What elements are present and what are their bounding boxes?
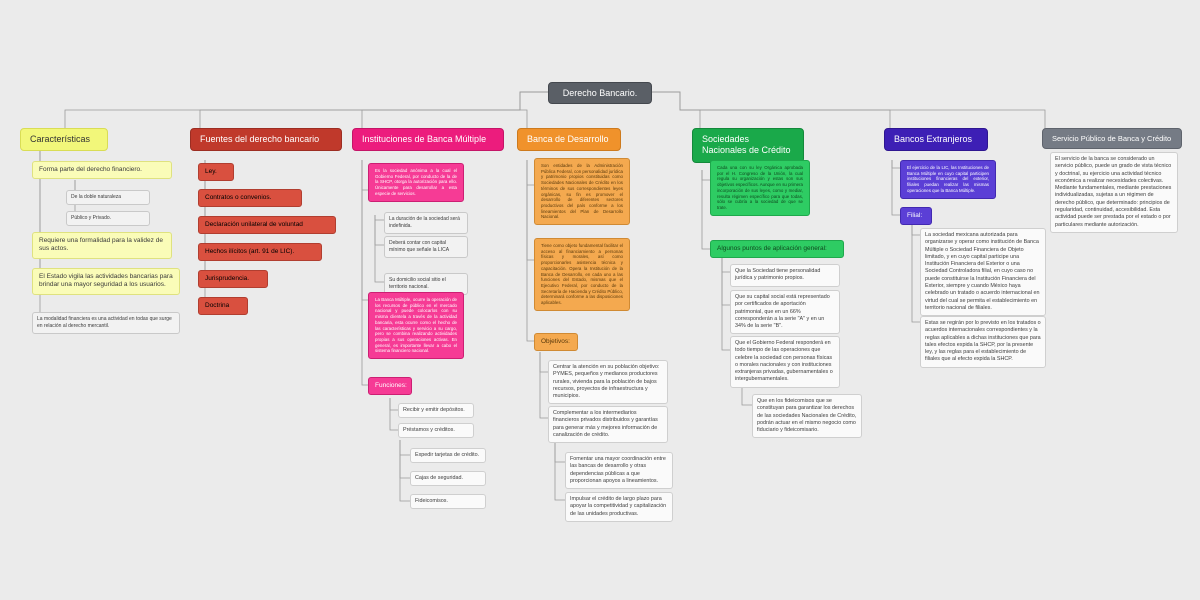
caracteristicas-item-0-text: Forma parte del derecho financiero.: [39, 166, 142, 173]
banca-desarrollo-objetivos[interactable]: [534, 333, 578, 351]
funcion-0[interactable]: [398, 403, 474, 418]
bancos-extranjeros-filial[interactable]: [900, 207, 932, 225]
sociedades-point-0[interactable]: [730, 264, 840, 287]
fuentes-item-3[interactable]: [198, 243, 322, 261]
caracteristicas-sub-1[interactable]: [66, 211, 150, 226]
caracteristicas-item-0[interactable]: [32, 161, 172, 179]
sociedades-point-3[interactable]: [752, 394, 862, 438]
funcion-3[interactable]: [410, 471, 486, 486]
banca-multiple-funciones-label: Funciones:: [375, 382, 407, 389]
branch-banca-desarrollo-label: Banca de Desarrollo: [527, 134, 609, 144]
bancos-extranjeros-filial-label: Filial:: [907, 212, 923, 219]
sociedades-point-2-text: Que el Gobierno Federal responderá en todo tiempo de las operaciones que celebre la sociedad con personas físicas o morales nacionales y con instituciones extranjeras privadas, gubernamentales o intergubernamentales.: [735, 340, 833, 383]
banca-multiple-block-1[interactable]: [368, 163, 464, 202]
branch-servicio-publico[interactable]: [1042, 128, 1182, 149]
branch-sociedades-label: Sociedades Nacionales de Crédito: [702, 134, 791, 156]
branch-fuentes[interactable]: [190, 128, 342, 151]
servicio-publico-text[interactable]: [1050, 152, 1178, 233]
objetivo-1[interactable]: [548, 406, 668, 443]
caracteristicas-item-2[interactable]: [32, 268, 180, 295]
bancos-extranjeros-filial-desc: La sociedad mexicana autorizada para organizarse y operar como institución de Banca Múltiple o Sociedad Financiera de Objeto limitado, y en cuyo capital participe una Institución Financiera del Exterior o una Sociedad Controladora filial, en cuyo caso no puede constituirse la Institución Financiera del Exterior, siempre y cuando México haya celebrado un tratado o acuerdo internacional en virtud del cual se permita el establecimiento en territorio nacional de filiales.: [925, 232, 1040, 311]
funcion-4-text: Fideicomisos.: [415, 498, 448, 504]
banca-desarrollo-block-2[interactable]: [534, 238, 630, 311]
caracteristicas-item-1[interactable]: [32, 232, 172, 259]
banca-multiple-leaf-0[interactable]: [384, 212, 468, 234]
servicio-publico-desc: El servicio de la banca se considerado un servicio público, puede un grado de vista técnico y doctrinal, su ejercicio una actividad técnico económica a realizar necesidades colectivas. Mediante fundamentales, mediante prestaciones individualizadas, sujetas a un régimen de derecho público, que determinado: principios de regularidad, continuidad, accesibilidad. Esta actividad puede ser prestada por el estado o por particulares mediante autorización.: [1055, 156, 1172, 228]
fuentes-item-3-text: Hechos ilícitos (art. 91 de LIC).: [205, 248, 295, 255]
caracteristicas-item-2-text: El Estado vigila las actividades bancarias para brindar una mayor seguridad a los usuarios.: [39, 273, 173, 289]
root-node[interactable]: [548, 82, 652, 104]
objetivo-3-text: Impulsar el crédito de largo plazo para apoyar la competitividad y capitalización de las unidades productivas.: [570, 496, 667, 517]
branch-servicio-publico-label: Servicio Público de Banca y Crédito: [1052, 134, 1172, 143]
banca-multiple-block-1-text: Es la sociedad anónima a la cual el Gobierno Federal, por conducto de la de la SHCP, otorga la autorización para ello. Únicamente para desarrollar a esta especie de servicios.: [375, 168, 457, 196]
funcion-1-text: Préstamos y créditos.: [403, 427, 455, 433]
sociedades-block-1[interactable]: [710, 160, 810, 216]
banca-multiple-funciones[interactable]: [368, 377, 412, 395]
fuentes-item-1-text: Contratos o convenios.: [205, 194, 272, 201]
sociedades-point-0-text: Que la Sociedad tiene personalidad jurídica y patrimonio propios.: [735, 268, 821, 282]
fuentes-item-2-text: Declaración unilateral de voluntad: [205, 221, 303, 228]
banca-multiple-leaf-1[interactable]: [384, 236, 468, 258]
banca-multiple-block-2[interactable]: [368, 292, 464, 359]
banca-desarrollo-block-2-text: Tiene como objeto fundamental facilitar el acceso al financiamiento a personas físicas y morales, así como proporcionarles asistencia técnica y capacitación. Opera la Institución de la Banca de Desarrollo, en cada uno a las funciones del Estado, mismas que el Ejecutivo Federal, por conducto de la Secretaría de Hacienda y Crédito Público, determinará conforme a las disposiciones aplicables.: [541, 243, 623, 306]
caracteristicas-sub-1-text: Público y Privado.: [71, 215, 112, 221]
objetivo-2-text: Fomentar una mayor coordinación entre las bancas de desarrollo y otras dependencias públicas a que proporcionan apoyos a lineamientos.: [570, 456, 666, 484]
caracteristicas-note-text: La modalidad financiera es una actividad en todas que surge en relación al derecho mercantil.: [37, 316, 172, 329]
banca-multiple-leaf-0-text: La duración de la sociedad será indefinida.: [389, 216, 460, 229]
fuentes-item-1[interactable]: [198, 189, 302, 207]
objetivo-0-text: Centrar la atención en su población objetivo: PYMES, pequeños y medianos productores rurales, vivienda para la población de bajos recursos, proyectos de infraestructura y municipios.: [553, 364, 660, 400]
branch-caracteristicas-label: Características: [30, 134, 91, 144]
bancos-extranjeros-block-1-text: El ejercicio de la LIC, las Instituciones de Banca Múltiple en cuyo capital participen instituciones financieras del exterior, filiales puedan realizar las mismas operaciones que la Banca Múltiple.: [907, 165, 989, 193]
objetivo-2[interactable]: [565, 452, 673, 489]
branch-banca-desarrollo[interactable]: [517, 128, 621, 151]
fuentes-item-5[interactable]: [198, 297, 248, 315]
funcion-2[interactable]: [410, 448, 486, 463]
sociedades-point-2[interactable]: [730, 336, 840, 388]
caracteristicas-sub-0[interactable]: [66, 190, 150, 205]
fuentes-item-0[interactable]: [198, 163, 234, 181]
funcion-0-text: Recibir y emitir depósitos.: [403, 407, 465, 413]
sociedades-point-3-text: Que en los fideicomisos que se constituyan para garantizar los derechos de las sociedades Nacionales de Crédito, podrán actuar en el mismo negocio como fiduciario y fideicomisario.: [757, 398, 857, 434]
banca-multiple-leaf-2-text: Su domicilio social sitio el territorio nacional.: [389, 277, 446, 290]
fuentes-item-4[interactable]: [198, 270, 268, 288]
branch-banca-multiple[interactable]: [352, 128, 504, 151]
funcion-1[interactable]: [398, 423, 474, 438]
fuentes-item-2[interactable]: [198, 216, 336, 234]
fuentes-item-4-text: Jurisprudencia.: [205, 275, 250, 282]
caracteristicas-item-1-text: Requiere una formalidad para la validez de sus actos.: [39, 237, 163, 253]
funcion-2-text: Expedir tarjetas de crédito.: [415, 452, 480, 458]
bancos-extranjeros-block-1[interactable]: [900, 160, 996, 199]
fuentes-item-5-text: Doctrina: [205, 302, 230, 309]
branch-sociedades[interactable]: [692, 128, 804, 163]
banca-multiple-block-2-text: La Banca Múltiple, ocurre la operación de los recursos de público en el mercado nacional y puede colocarlos con su misma clientela a través de la actividad bancaria, esta ocurre como el hecho de las características y servicio a su cargo, pero se combina realizando actividades propias a sus operaciones activas. En general, es importante llevar a cabo el sistema financiero nacional.: [375, 297, 457, 354]
caracteristicas-sub-0-text: De la doble naturaleza: [71, 194, 122, 200]
funcion-4[interactable]: [410, 494, 486, 509]
objetivo-0[interactable]: [548, 360, 668, 404]
branch-bancos-extranjeros-label: Bancos Extranjeros: [894, 134, 973, 144]
sociedades-points-title[interactable]: [710, 240, 844, 258]
banca-desarrollo-objetivos-label: Objetivos:: [541, 338, 570, 345]
bancos-extranjeros-filial-text[interactable]: [920, 228, 1046, 316]
banca-desarrollo-block-1-text: Son entidades de la Administración Pública Federal, con personalidad jurídica y patrimonio propios constituidas como Sociedades Nacionales de Crédito en los términos de sus correspondientes leyes orgánicas, su fin es promover el desarrollo de diferentes sectores productivos del país conforme a los lineamientos del Plan de Desarrollo Nacional.: [541, 163, 623, 220]
bancos-extranjeros-extra-text: Estas se regirán por lo previsto en los tratados o acuerdos internacionales correspondientes y la reglas aplicables a dichas instituciones que para tales efectos expida la SHCP, por la presente ley, y las reglas para el establecimiento de filiales que al efecto expida la SHCP.: [925, 320, 1041, 363]
banca-multiple-leaf-1-text: Deberá contar con capital mínimo que señale la LICA: [389, 240, 450, 253]
sociedades-points-title-text: Algunos puntos de aplicación general:: [717, 245, 827, 252]
caracteristicas-note[interactable]: [32, 312, 180, 334]
branch-bancos-extranjeros[interactable]: [884, 128, 988, 151]
banca-desarrollo-block-1[interactable]: [534, 158, 630, 225]
funcion-3-text: Cajas de seguridad.: [415, 475, 463, 481]
sociedades-block-1-text: Cada una con su ley Orgánica aprobada por el H. Congreso de la Unión, la cual regula su organización y estas son sus objetivos específicos. Aunque en su primera incorporación de sus leyes, como y mediar, resulta régimen específico para que todas, sólo se cubría a la sociedad de que se trate.: [717, 165, 803, 211]
sociedades-point-1-text: Que su capital social está representado por certificados de aportación patrimonial, que en un 66% corresponderán a la serie "A" y en un 34% de la serie "B".: [735, 294, 830, 330]
root-label: Derecho Bancario.: [562, 88, 638, 98]
fuentes-item-0-text: Ley.: [205, 168, 217, 175]
branch-caracteristicas[interactable]: [20, 128, 108, 151]
bancos-extranjeros-extra[interactable]: [920, 316, 1046, 368]
branch-banca-multiple-label: Instituciones de Banca Múltiple: [362, 134, 487, 144]
branch-fuentes-label: Fuentes del derecho bancario: [200, 134, 320, 144]
objetivo-3[interactable]: [565, 492, 673, 522]
sociedades-point-1[interactable]: [730, 290, 840, 334]
objetivo-1-text: Complementar a los intermediarios financieros privados distribuidos y garantías para generar más y mejores información de canalización de crédito.: [553, 410, 658, 438]
